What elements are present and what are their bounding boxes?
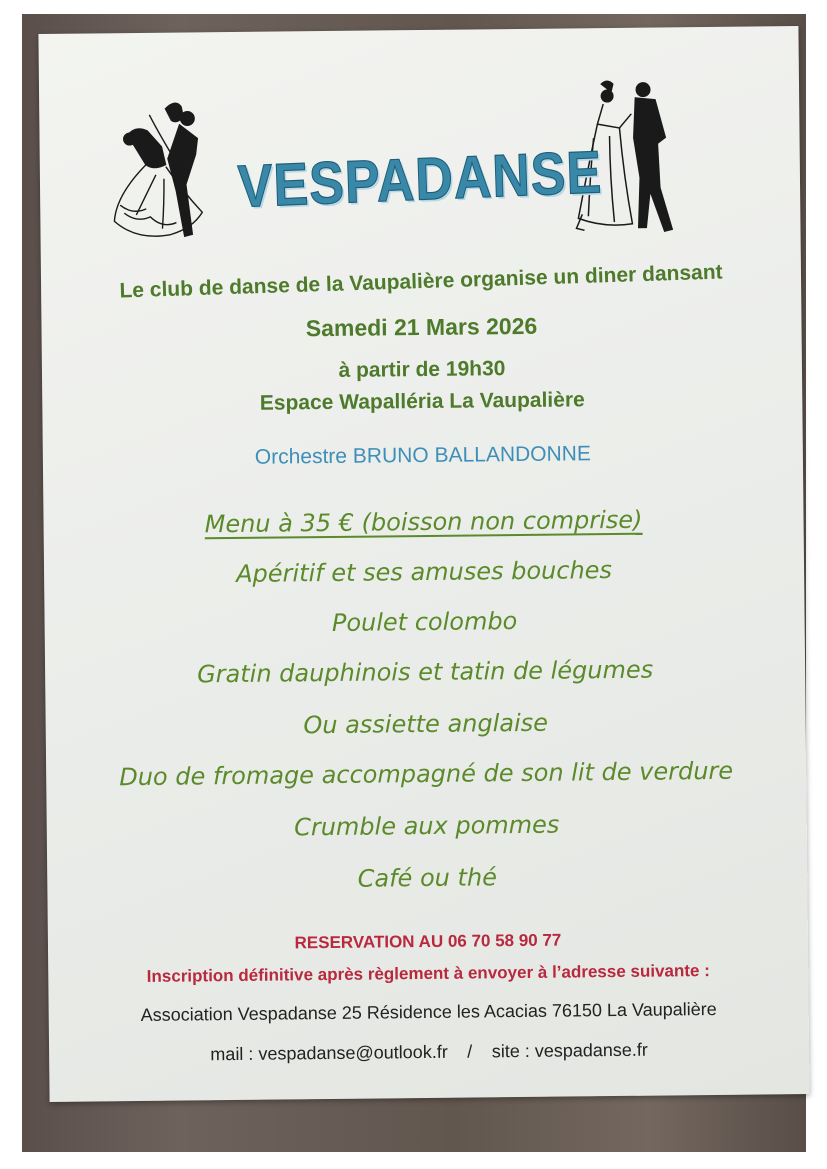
mail-address: mail : vespadanse@outlook.fr <box>210 1041 448 1065</box>
menu-title: Menu à 35 € (boisson non comprise) <box>204 505 643 539</box>
website: site : vespadanse.fr <box>491 1039 648 1062</box>
poster-title: VESPADANSE <box>236 139 604 221</box>
menu-item: Ou assiette anglaise <box>303 708 549 740</box>
poster-sheet <box>38 26 809 1102</box>
event-venue: Espace Wapalléria La Vaupalière <box>259 388 585 415</box>
event-time: à partir de 19h30 <box>338 357 506 382</box>
inscription-note: Inscription définitive après règlement à envoyer à l’adresse suivante : <box>146 961 710 986</box>
menu-item: Gratin dauphinois et tatin de légumes <box>196 655 654 689</box>
postal-address: Association Vespadanse 25 Résidence les Acacias 76150 La Vaupalière <box>140 998 717 1025</box>
event-subtitle: Le club de danse de la Vaupalière organise un diner dansant <box>119 260 723 303</box>
reservation-phone: RESERVATION AU 06 70 58 90 77 <box>294 930 562 953</box>
orchestra-name: Orchestre BRUNO BALLANDONNE <box>254 442 592 469</box>
contact-separator: / <box>467 1041 473 1062</box>
contact-line <box>49 1038 809 1067</box>
menu-item: Apéritif et ses amuses bouches <box>236 556 613 588</box>
menu-item: Café ou thé <box>357 863 498 893</box>
menu-item: Crumble aux pommes <box>293 810 560 842</box>
menu-item: Poulet colombo <box>331 607 518 637</box>
event-date: Samedi 21 Mars 2026 <box>305 312 538 342</box>
menu-item: Duo de fromage accompagné de son lit de verdure <box>119 756 734 792</box>
